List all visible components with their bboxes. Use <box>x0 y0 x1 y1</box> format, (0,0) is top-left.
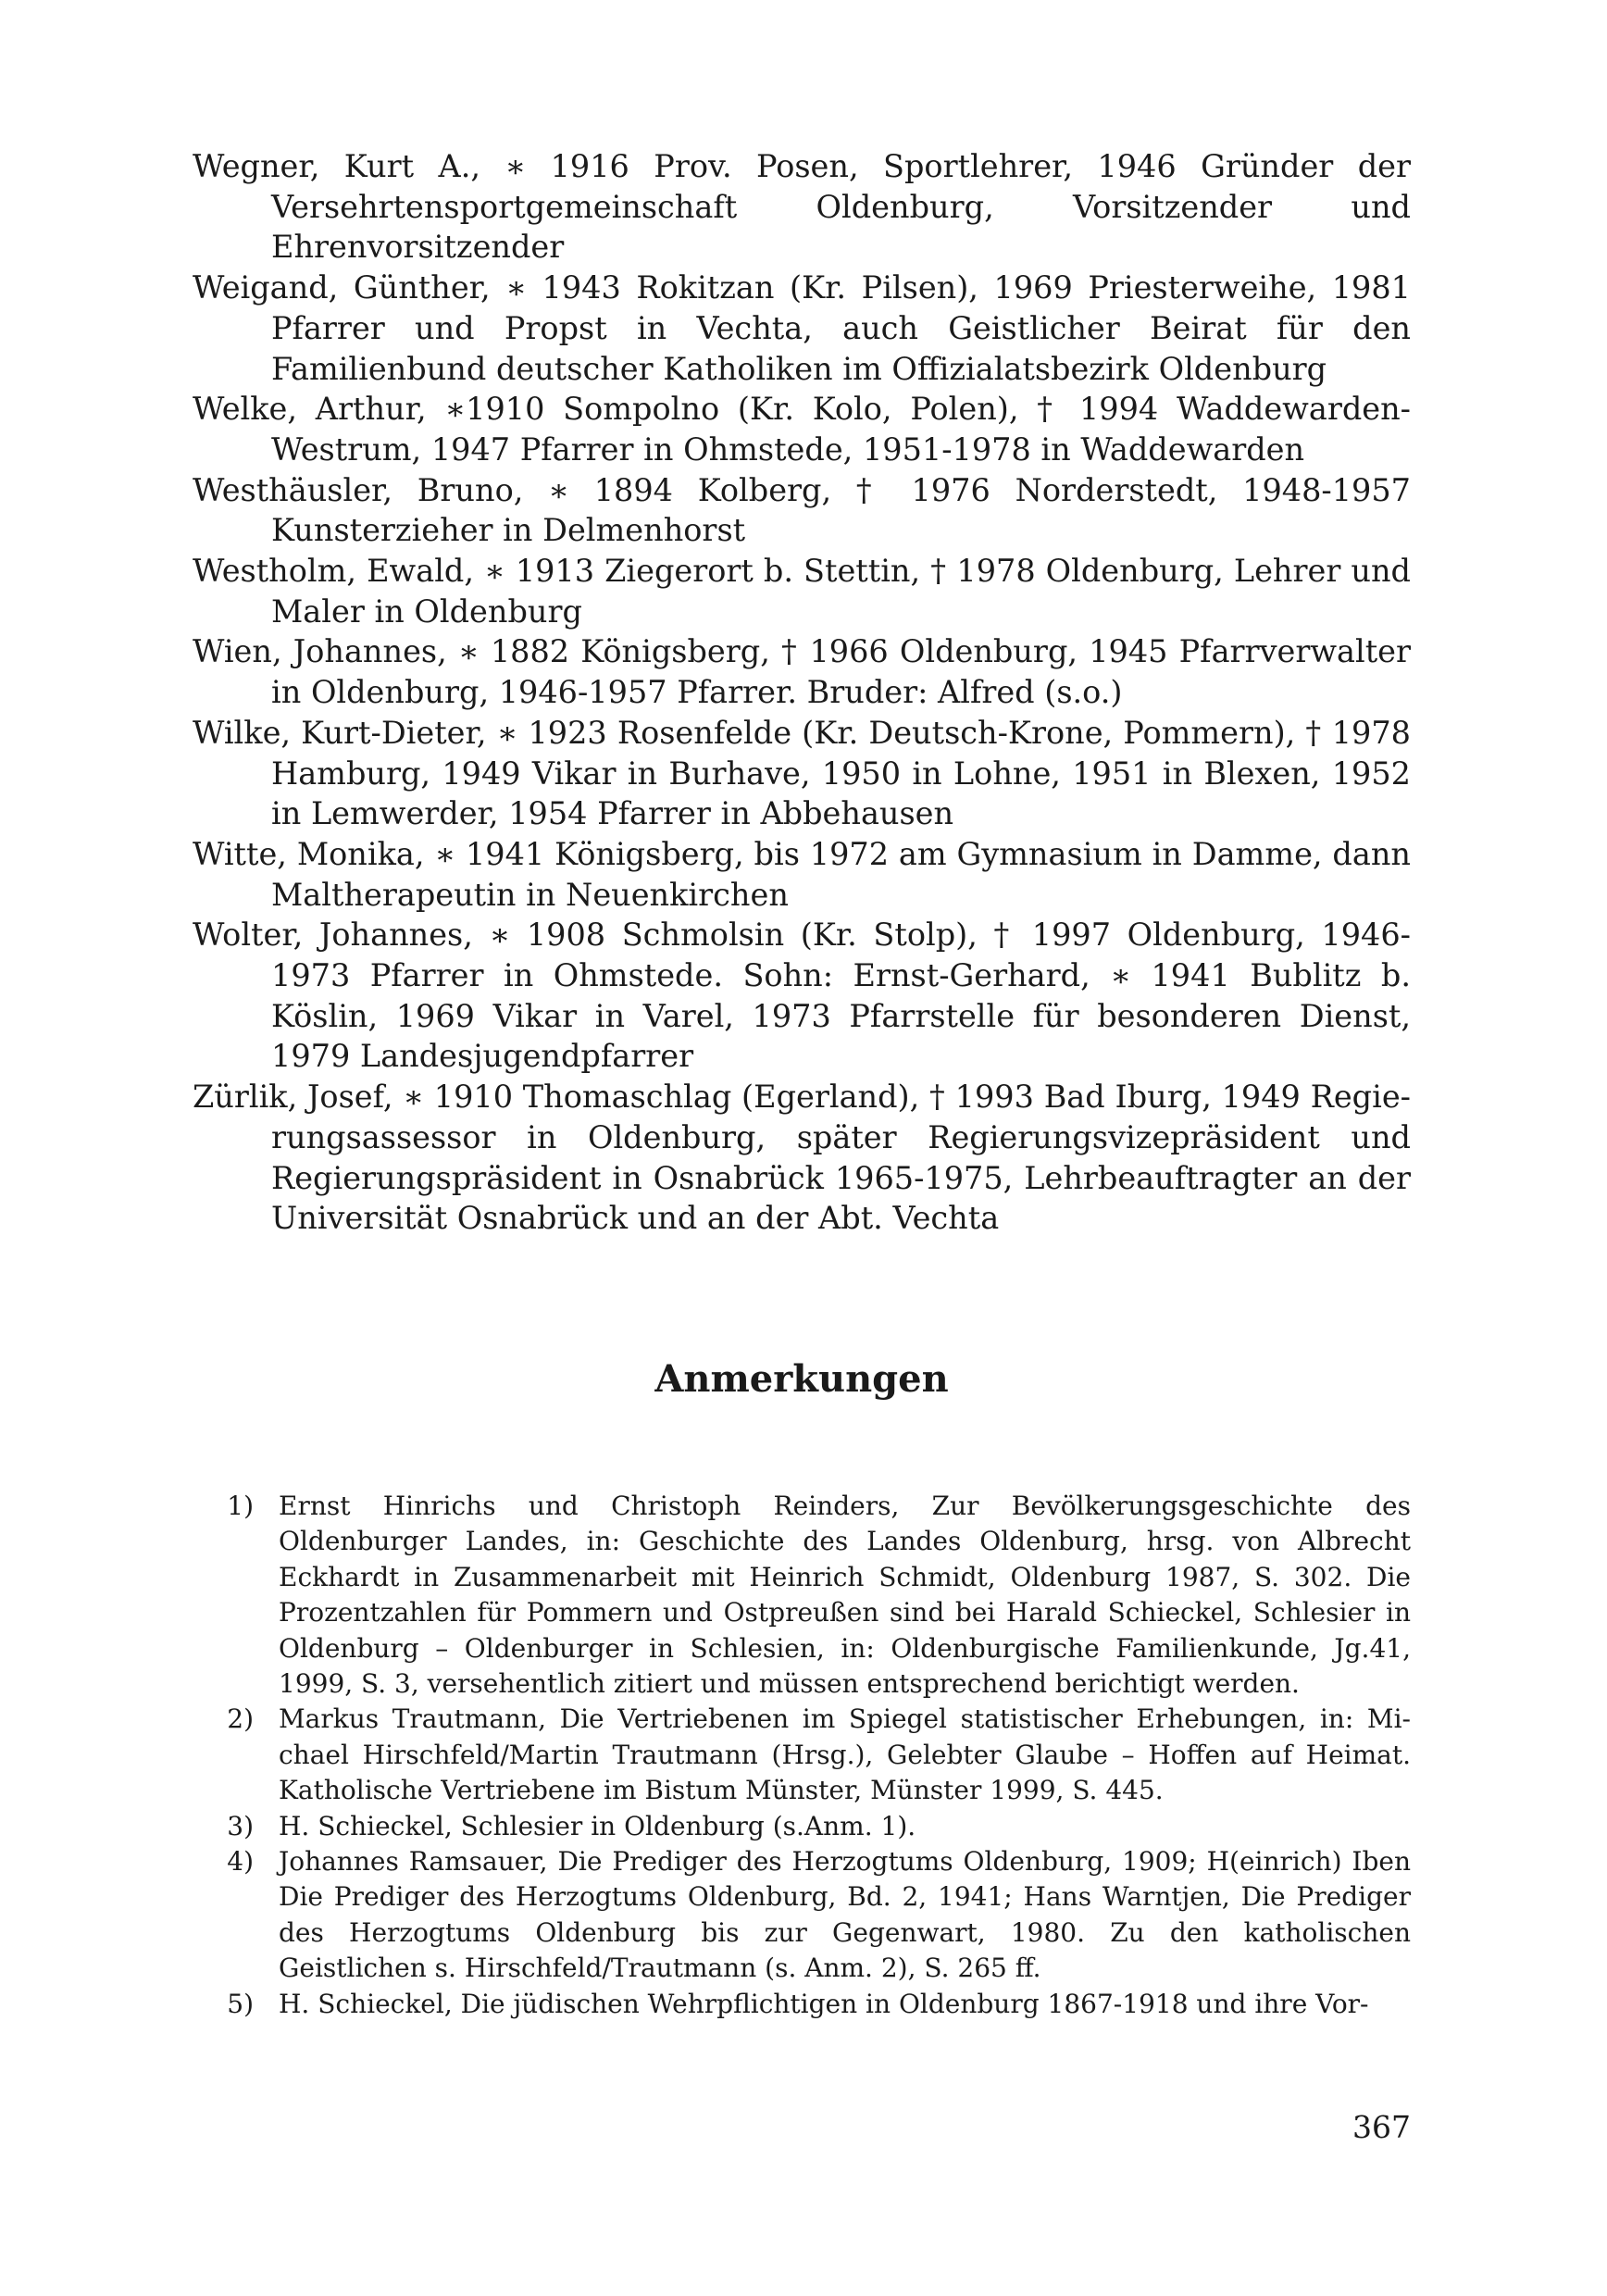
footnote-number: 3) <box>227 1810 254 1841</box>
footnote-4 <box>193 1844 1411 1987</box>
footnote-5 <box>193 1987 1411 2022</box>
footnotes <box>193 1489 1411 2022</box>
footnote-text: Ernst Hinrichs und Christoph Reinders, Zur Bevölkerungsgeschichte des Oldenburger Landes, in: Geschichte des Landes Oldenburg, hrsg. von Albrecht Eckhardt in Zusammenarbeit mit Heinrich Schmidt, Oldenburg 1987, S. 302. Die Prozentzahlen für Pommern und Ostpreußen sind bei Harald Schieckel, Schlesier in Oldenburg – Oldenburger in Schlesien, in: Oldenburgische Familienkunde, Jg.41, 1999, S. 3, versehentlich zitiert und müssen entsprechend berichtigt werden. <box>279 1491 1411 1700</box>
entry-wegner: Wegner, Kurt A., ∗ 1916 Prov. Posen, Sportlehrer, 1946 Gründer der Versehrtensportgemeinschaft Oldenburg, Vorsitzender und Ehrenvorsitzender <box>193 148 1411 266</box>
footnote-3 <box>193 1809 1411 1844</box>
footnote-1 <box>193 1489 1411 1702</box>
biographical-entries <box>193 146 1411 1239</box>
entry-welke: Welke, Arthur, ∗1910 Sompolno (Kr. Kolo, Polen), † 1994 Waddewarden-Westrum, 1947 Pfarrer in Ohmstede, 1951-1978 in Waddewarden <box>193 391 1411 468</box>
footnote-number: 4) <box>227 1846 254 1878</box>
entry-wilke: Wilke, Kurt-Dieter, ∗ 1923 Rosenfelde (Kr. Deutsch-Krone, Pommern), † 1978 Hamburg, 1949 Vikar in Burhave, 1950 in Lohne, 1951 in Blexen, 1952 in Lemwerder, 1954 Pfarrer in Abbehausen <box>193 714 1411 832</box>
entry-zuerlik: Zürlik, Josef, ∗ 1910 Thomaschlag (Egerland), † 1993 Bad Iburg, 1949 Regierungsassessor in Oldenburg, später Regierungsvizepräsident und Regierungspräsident in Osnabrück 1965-1975, Lehrbeauftragter an der Universität Osnabrück und an der Abt. Vechta <box>193 1079 1411 1237</box>
entry-wien: Wien, Johannes, ∗ 1882 Königsberg, † 1966 Oldenburg, 1945 Pfarrverwalter in Oldenburg, 1946-1957 Pfarrer. Bruder: Alfred (s.o.) <box>193 633 1411 711</box>
footnote-2 <box>193 1702 1411 1808</box>
entry-witte: Witte, Monika, ∗ 1941 Königsberg, bis 1972 am Gymnasium in Damme, dann Maltherapeutin in Neuenkirchen <box>193 835 1411 913</box>
entry-westholm: Westholm, Ewald, ∗ 1913 Ziegerort b. Stettin, † 1978 Oldenburg, Lehrer und Maler in Oldenburg <box>193 553 1411 630</box>
footnote-text: H. Schieckel, Die jüdischen Wehrpflichtigen in Oldenburg 1867-1918 und ihre Vor- <box>279 1988 1369 2019</box>
footnote-number: 2) <box>227 1703 254 1735</box>
entry-westhaeusler: Westhäusler, Bruno, ∗ 1894 Kolberg, † 1976 Norderstedt, 1948-1957 Kunsterzieher in Delmenhorst <box>193 471 1411 549</box>
footnote-text: Johannes Ramsauer, Die Prediger des Herzogtums Oldenburg, 1909; H(einrich) Iben Die Prediger des Herzogtums Oldenburg, Bd. 2, 1941; Hans Warntjen, Die Prediger des Herzogtums Oldenburg bis zur Gegenwart, 1980. Zu den katholischen Geistlichen s. Hirschfeld/Trautmann (s. Anm. 2), S. 265 ff. <box>279 1846 1411 1984</box>
footnote-text: Markus Trautmann, Die Vertriebenen im Spiegel statistischer Erhebungen, in: Michael Hirschfeld/Martin Trautmann (Hrsg.), Gelebter Glaube – Hoffen auf Heimat. Katholische Vertriebene im Bistum Münster, Münster 1999, S. 445. <box>279 1703 1411 1806</box>
footnote-number: 1) <box>227 1491 254 1521</box>
entry-weigand: Weigand, Günther, ∗ 1943 Rokitzan (Kr. Pilsen), 1969 Priesterweihe, 1981 Pfarrer und Propst in Vechta, auch Geistlicher Beirat für den Familienbund deutscher Katholiken im Offizialatsbezirk Oldenburg <box>193 269 1411 387</box>
footnote-text: H. Schieckel, Schlesier in Oldenburg (s.Anm. 1). <box>279 1810 916 1841</box>
section-heading: Anmerkungen <box>654 1357 949 1401</box>
entry-wolter: Wolter, Johannes, ∗ 1908 Schmolsin (Kr. Stolp), † 1997 Oldenburg, 1946-1973 Pfarrer in Ohmstede. Sohn: Ernst-Gerhard, ∗ 1941 Bublitz b. Köslin, 1969 Vikar in Varel, 1973 Pfarrstelle für besonderen Dienst, 1979 Landesjugendpfarrer <box>193 917 1411 1075</box>
page-number: 367 <box>1352 2109 1411 2145</box>
footnote-number: 5) <box>227 1988 254 2019</box>
